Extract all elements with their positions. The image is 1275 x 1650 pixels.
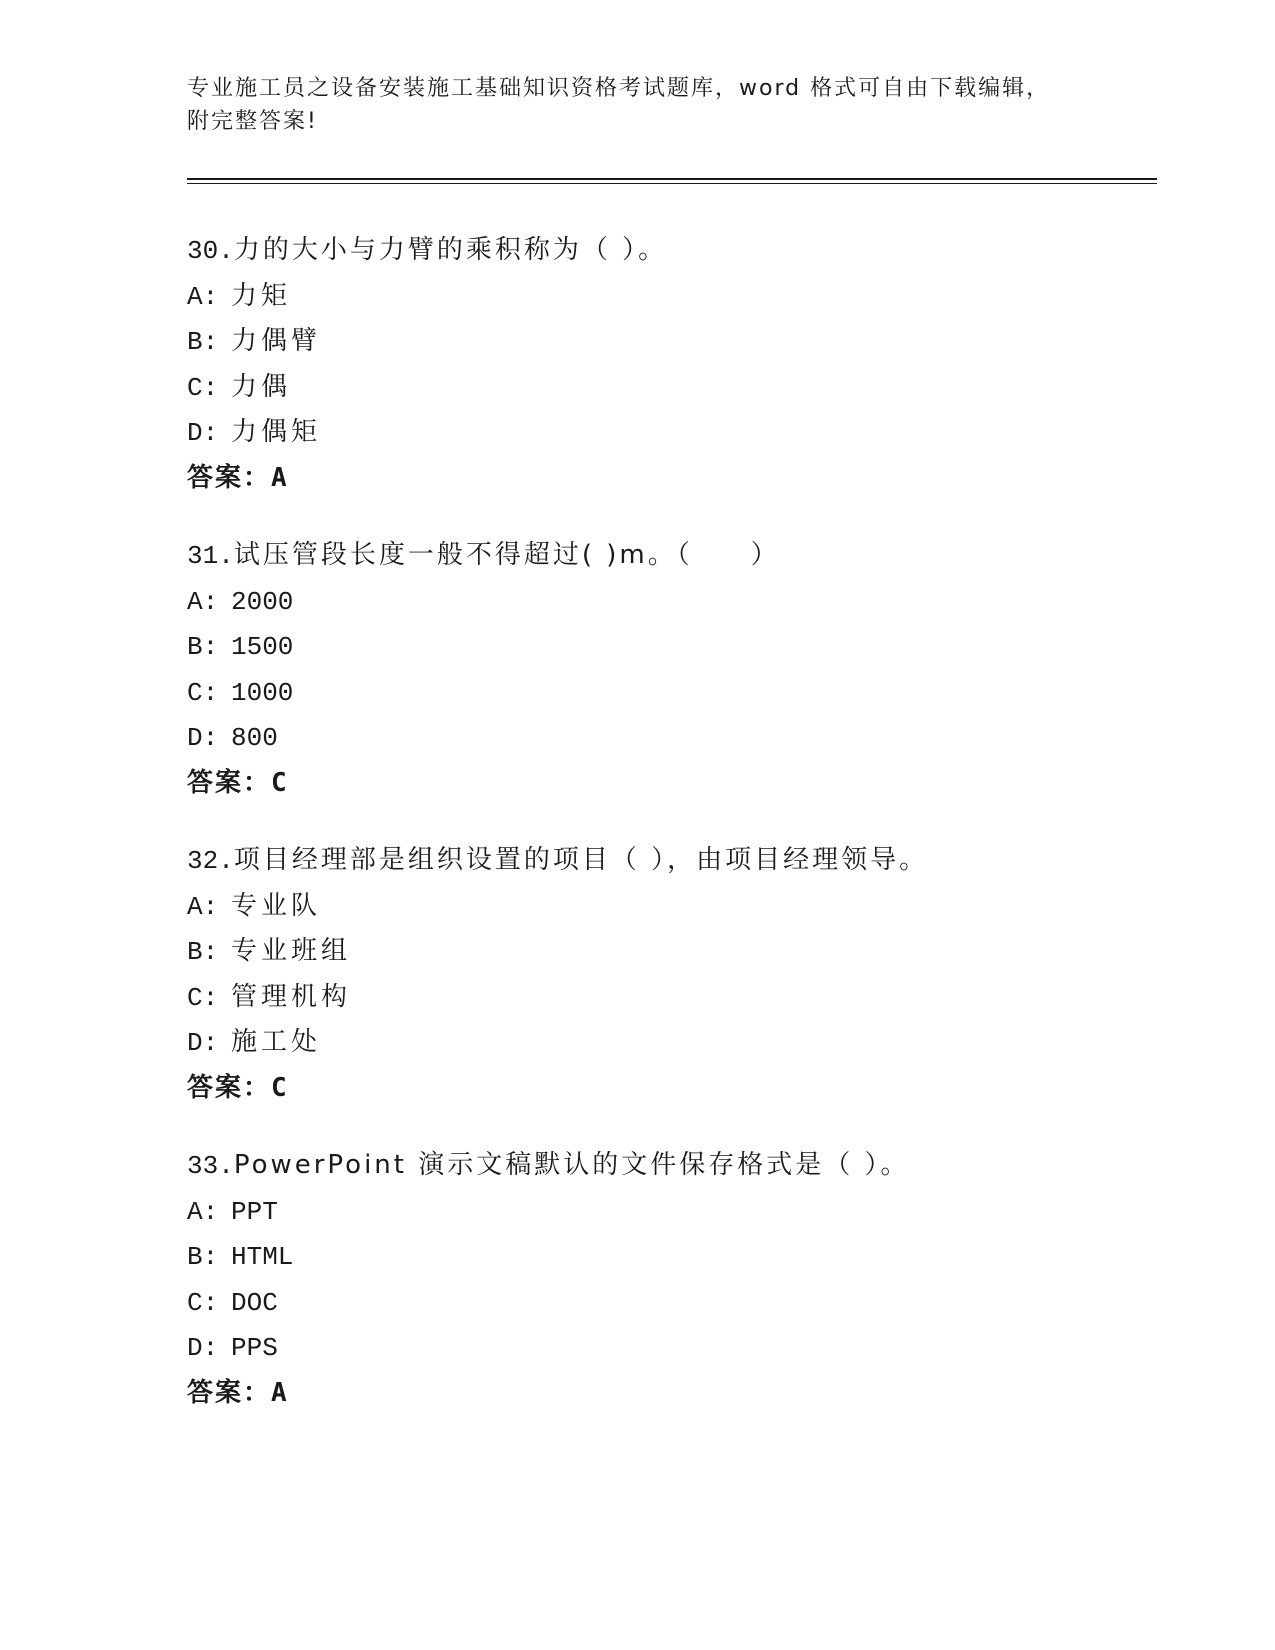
answer-line	[187, 456, 1147, 502]
header-line-1: 专业施工员之设备安装施工基础知识资格考试题库，word 格式可自由下载编辑，	[187, 76, 1051, 101]
option-text: 力偶矩	[231, 417, 322, 448]
answer-label: 答案：	[187, 767, 272, 798]
option-text: 力偶臂	[231, 326, 322, 357]
option-text: PPS	[231, 1333, 278, 1364]
option-b	[187, 319, 1147, 365]
answer-value: C	[271, 1072, 287, 1103]
option-c	[187, 1280, 1147, 1326]
option-letter: C:	[187, 372, 219, 403]
question-stem	[187, 838, 1147, 884]
option-d	[187, 1020, 1147, 1066]
option-c	[187, 975, 1147, 1021]
answer-label: 答案：	[187, 1072, 272, 1103]
option-a	[187, 274, 1147, 320]
header-divider	[187, 178, 1157, 180]
answer-line	[187, 761, 1147, 807]
option-letter: A:	[187, 1196, 219, 1227]
option-letter: B:	[187, 327, 219, 358]
option-letter: A:	[187, 891, 219, 922]
answer-label: 答案：	[187, 462, 272, 493]
option-letter: D:	[187, 1028, 219, 1059]
document-header	[187, 72, 1087, 138]
question-text: PowerPoint 演示文稿默认的文件保存格式是（ ）。	[233, 1150, 910, 1180]
option-a	[187, 579, 1147, 625]
answer-value: A	[271, 1377, 287, 1408]
option-text: 800	[231, 723, 278, 754]
option-letter: D:	[187, 418, 219, 449]
option-c	[187, 670, 1147, 716]
option-d	[187, 1325, 1147, 1371]
option-text: 力偶	[231, 371, 292, 402]
option-text: 2000	[231, 586, 294, 617]
option-text: 管理机构	[231, 981, 352, 1012]
question-text: 力的大小与力臂的乘积称为（ ）。	[233, 235, 668, 265]
answer-line	[187, 1371, 1147, 1417]
option-d	[187, 715, 1147, 761]
option-b	[187, 929, 1147, 975]
answer-line	[187, 1066, 1147, 1112]
question-number: 33.	[187, 1151, 234, 1181]
question-stem	[187, 1143, 1147, 1189]
question-33	[187, 1143, 1147, 1417]
option-letter: B:	[187, 1242, 219, 1273]
question-stem	[187, 228, 1147, 274]
option-letter: C:	[187, 677, 219, 708]
option-text: 专业班组	[231, 936, 352, 967]
question-number: 31.	[187, 541, 234, 571]
question-number: 30.	[187, 236, 234, 266]
option-d	[187, 410, 1147, 456]
question-stem	[187, 533, 1147, 579]
question-text: 试压管段长度一般不得超过( )m。（ ）	[233, 540, 780, 570]
option-a	[187, 884, 1147, 930]
question-31	[187, 533, 1147, 807]
option-text: 力矩	[231, 280, 292, 311]
option-text: 1500	[231, 632, 294, 663]
option-a	[187, 1189, 1147, 1235]
answer-value: A	[271, 462, 287, 493]
option-text: 1000	[231, 677, 294, 708]
option-text: 施工处	[231, 1027, 322, 1058]
header-divider-thin	[187, 183, 1157, 184]
option-text: DOC	[231, 1287, 278, 1318]
question-text: 项目经理部是组织设置的项目（ ），由项目经理领导。	[233, 845, 929, 875]
question-30	[187, 228, 1147, 502]
answer-value: C	[271, 767, 287, 798]
option-letter: B:	[187, 632, 219, 663]
question-number: 32.	[187, 846, 234, 876]
option-letter: D:	[187, 1333, 219, 1364]
option-letter: B:	[187, 937, 219, 968]
option-letter: A:	[187, 586, 219, 617]
header-line-2: 附完整答案!	[187, 109, 318, 134]
option-b	[187, 1234, 1147, 1280]
option-letter: A:	[187, 281, 219, 312]
option-letter: C:	[187, 1287, 219, 1318]
option-b	[187, 624, 1147, 670]
option-letter: C:	[187, 982, 219, 1013]
option-text: 专业队	[231, 890, 322, 921]
question-32	[187, 838, 1147, 1112]
option-text: PPT	[231, 1196, 278, 1227]
option-c	[187, 365, 1147, 411]
option-letter: D:	[187, 723, 219, 754]
answer-label: 答案：	[187, 1377, 272, 1408]
option-text: HTML	[231, 1242, 294, 1273]
